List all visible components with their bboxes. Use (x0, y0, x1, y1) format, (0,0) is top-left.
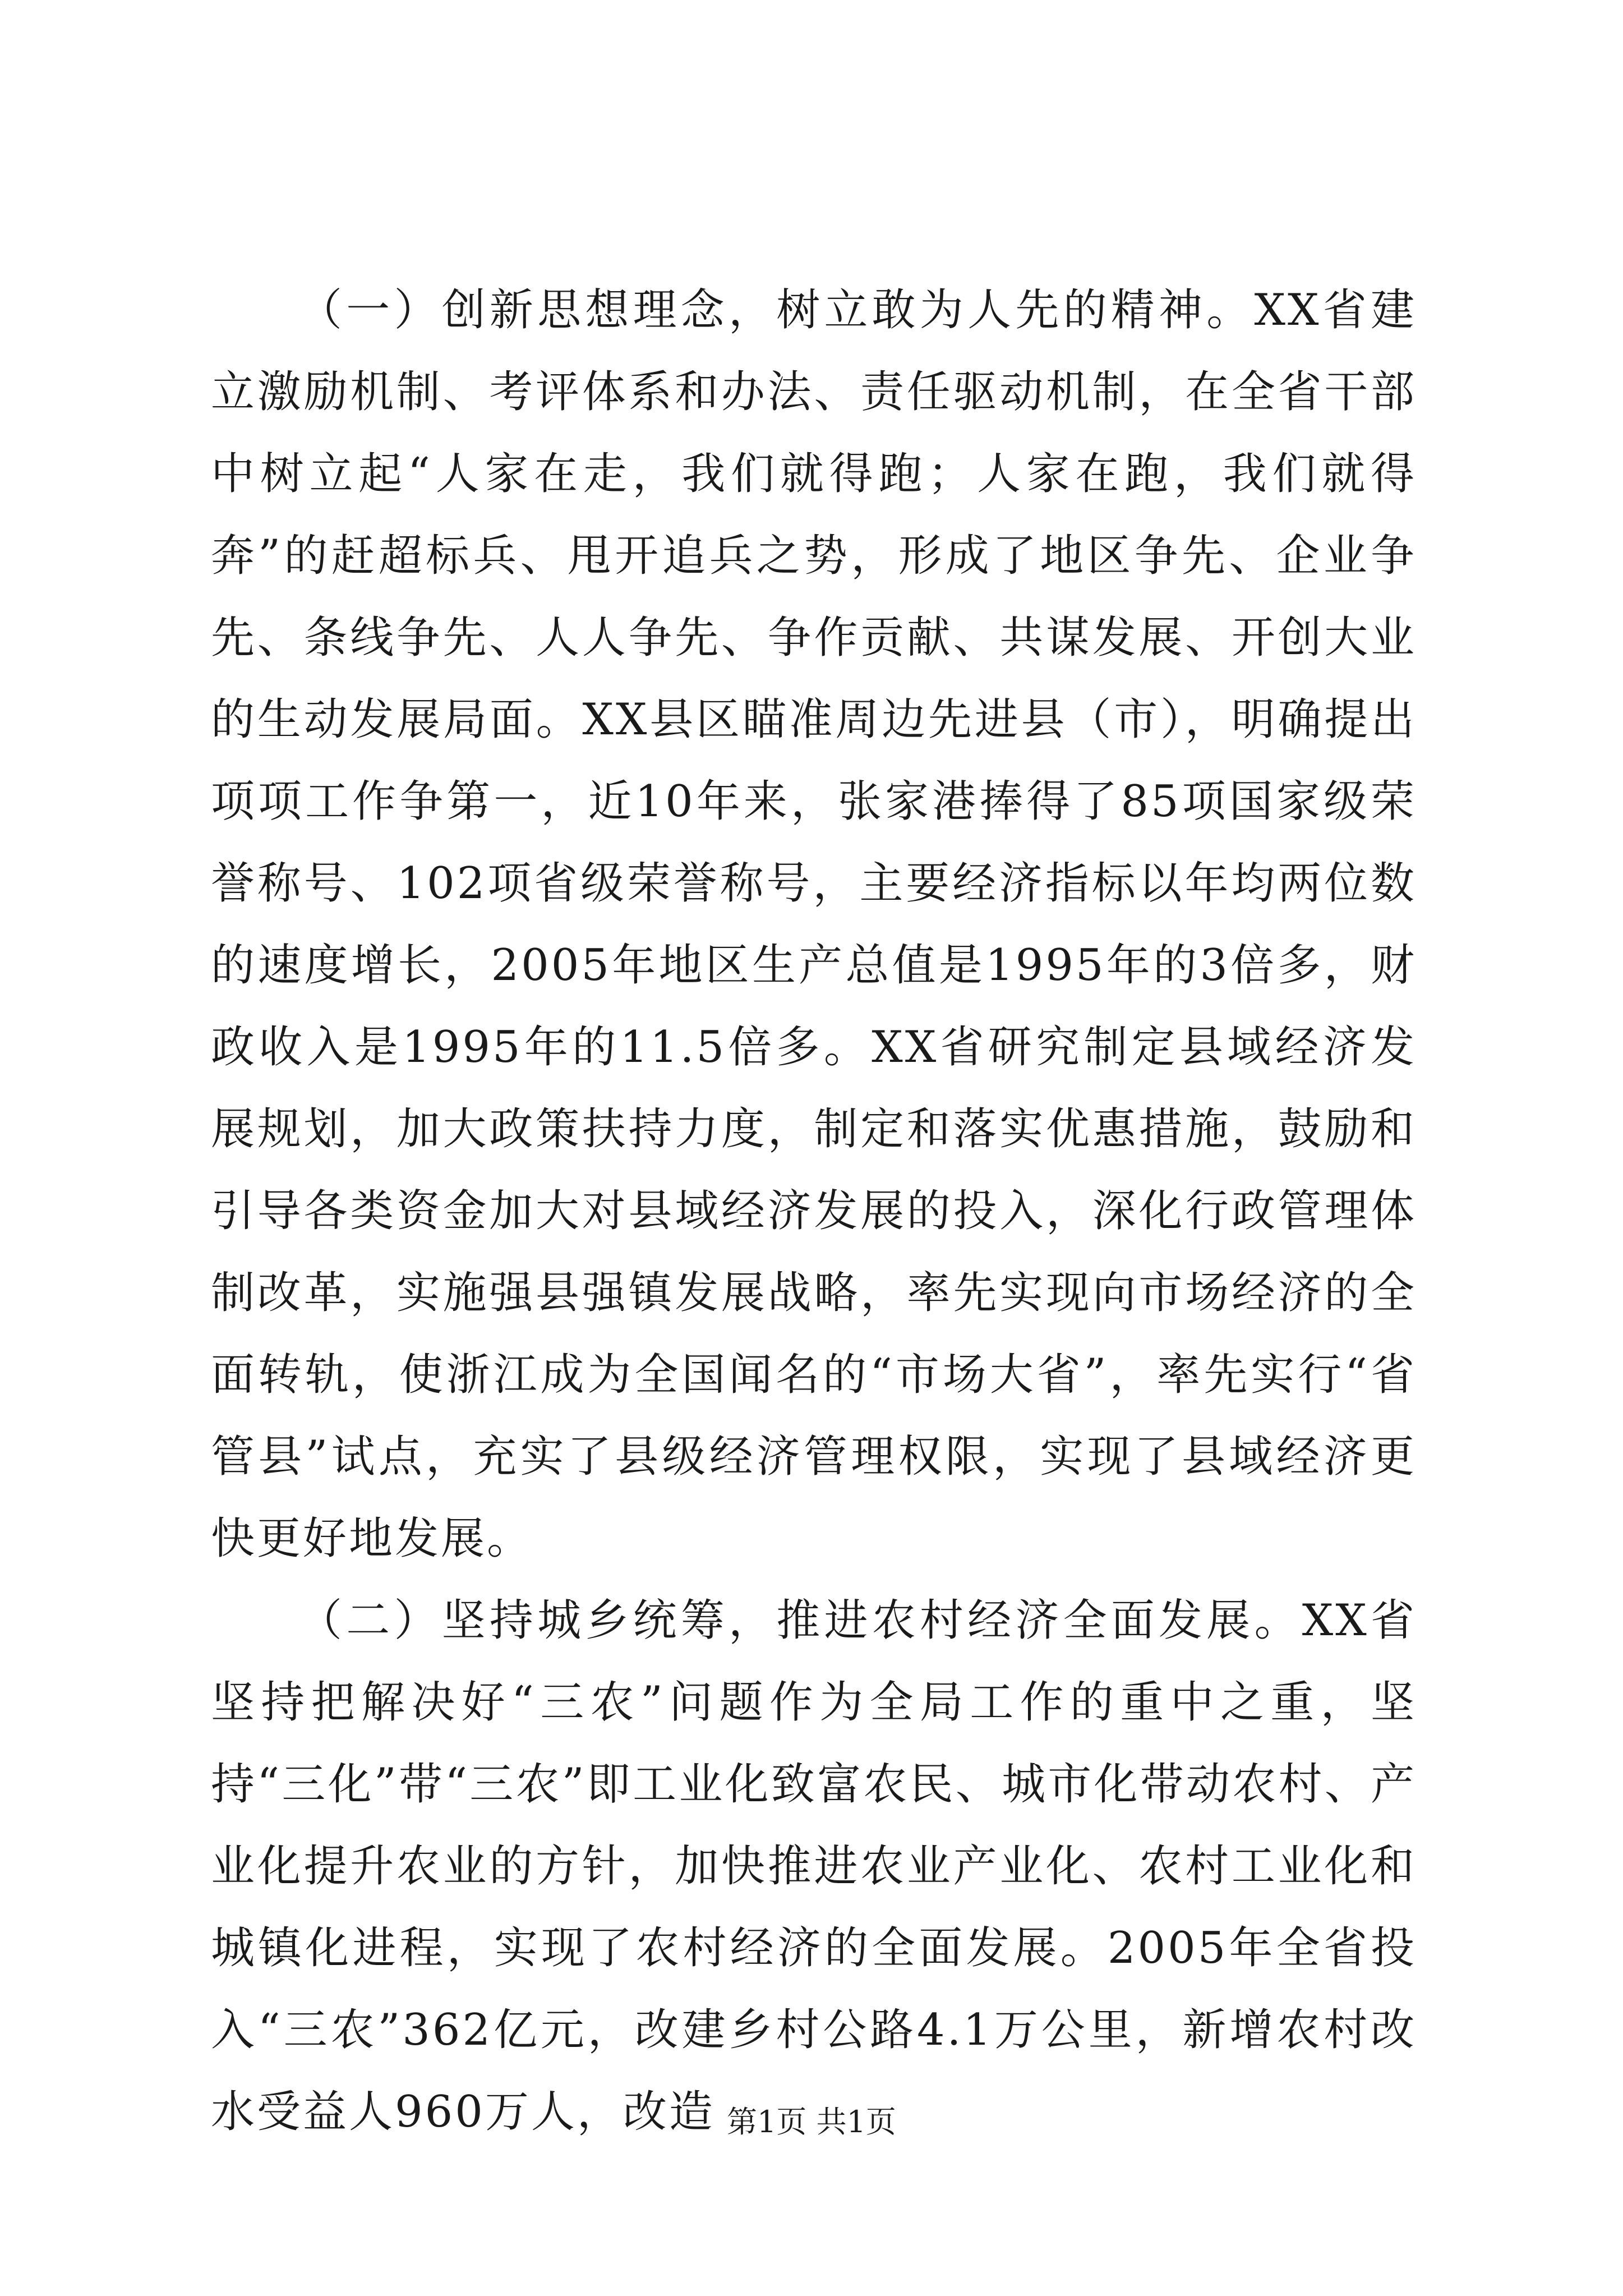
document-body (211, 269, 1417, 2153)
page-footer: 第1页 共1页 (727, 2104, 896, 2139)
paragraph-urban-rural: （二）坚持城乡统筹，推进农村经济全面发展。XX省坚持把解决好“三农”问题作为全局工作的重中之重，坚持“三化”带“三农”即工业化致富农民、城市化带动农村、产业化提升农业的方针，加快推进农业产业化、农村工业化和城镇化进程，实现了农村经济的全面发展。2005年全省投入“三农”362亿元，改建乡村公路4.1万公里，新增农村改水受益人960万人，改造 (211, 1595, 1417, 2137)
paragraph-innovation: （一）创新思想理念，树立敢为人先的精神。XX省建立激励机制、考评体系和办法、责任驱动机制，在全省干部中树立起“人家在走，我们就得跑；人家在跑，我们就得奔”的赶超标兵、甩开追兵之势，形成了地区争先、企业争先、条线争先、人人争先、争作贡献、共谋发展、开创大业的生动发展局面。XX县区瞄准周边先进县（市），明确提出项项工作争第一，近10年来，张家港捧得了85项国家级荣誉称号、102项省级荣誉称号，主要经济指标以年均两位数的速度增长，2005年地区生产总值是1995年的3倍多，财政收入是1995年的11.5倍多。XX省研究制定县域经济发展规划，加大政策扶持力度，制定和落实优惠措施，鼓励和引导各类资金加大对县域经济发展的投入，深化行政管理体制改革，实施强县强镇发展战略，率先实现向市场经济的全面转轨，使浙江成为全国闻名的“市场大省”，率先实行“省管县”试点，充实了县级经济管理权限，实现了县域经济更快更好地发展。 (211, 285, 1417, 1564)
